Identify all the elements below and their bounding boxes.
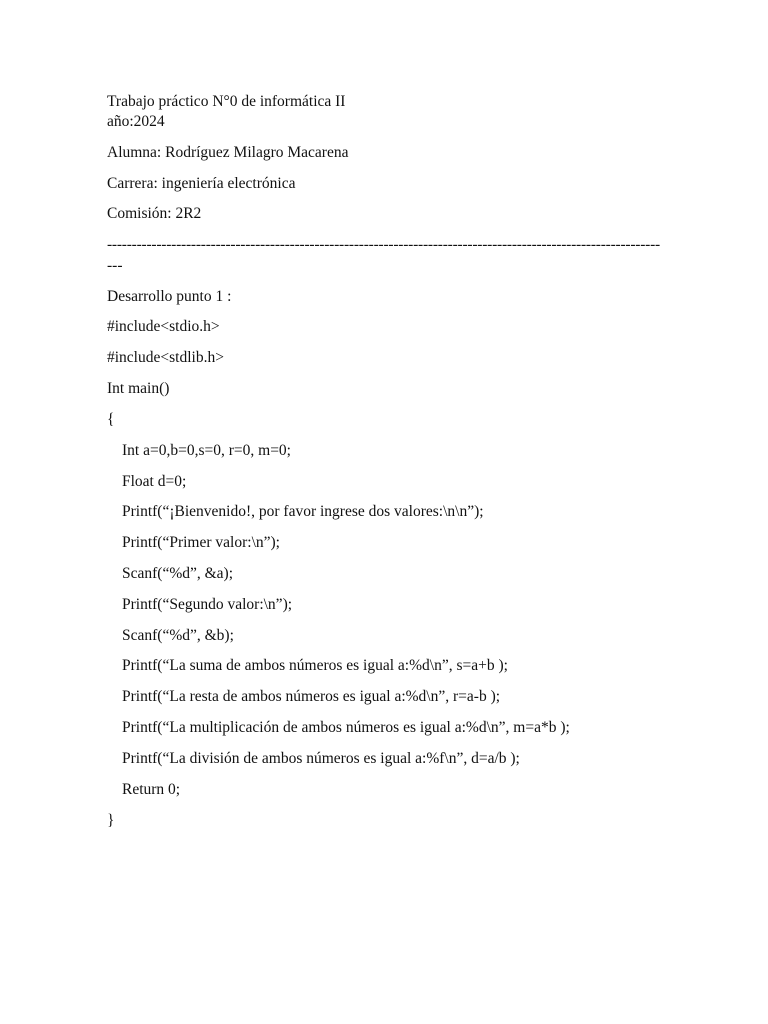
code-line: Printf(“Segundo valor:\n”); [122,596,293,613]
code-line: Printf(“La suma de ambos números es igual a:%d\n”, s=a+b ); [122,657,508,674]
code-line: } [107,812,115,829]
separator-line: ---------------------------------------------------------------------------------------------------------------- [107,236,660,253]
separator-line-continued: --- [107,257,123,274]
career-line: Carrera: ingeniería electrónica [107,175,296,192]
code-line: #include<stdlib.h> [107,349,224,366]
code-line: Printf(“¡Bienvenido!, por favor ingrese dos valores:\n\n”); [122,503,484,520]
code-line: Printf(“Primer valor:\n”); [122,534,280,551]
code-line: Printf(“La resta de ambos números es igual a:%d\n”, r=a-b ); [122,688,501,705]
code-line: { [107,411,115,428]
code-line: Printf(“La división de ambos números es igual a:%f\n”, d=a/b ); [122,750,520,767]
code-line: Int a=0,b=0,s=0, r=0, m=0; [122,442,291,459]
code-line: Int main() [107,380,170,397]
student-name: Alumna: Rodríguez Milagro Macarena [107,144,349,161]
code-line: Float d=0; [122,473,187,490]
commission-line: Comisión: 2R2 [107,205,202,222]
section-heading: Desarrollo punto 1 : [107,288,232,305]
code-line: Return 0; [122,781,181,798]
code-line: Scanf(“%d”, &b); [122,627,234,644]
code-line: Scanf(“%d”, &a); [122,565,234,582]
document-year: año:2024 [107,113,165,130]
document-title: Trabajo práctico N°0 de informática II [107,93,346,110]
code-line: Printf(“La multiplicación de ambos números es igual a:%d\n”, m=a*b ); [122,719,570,736]
code-line: #include<stdio.h> [107,318,220,335]
